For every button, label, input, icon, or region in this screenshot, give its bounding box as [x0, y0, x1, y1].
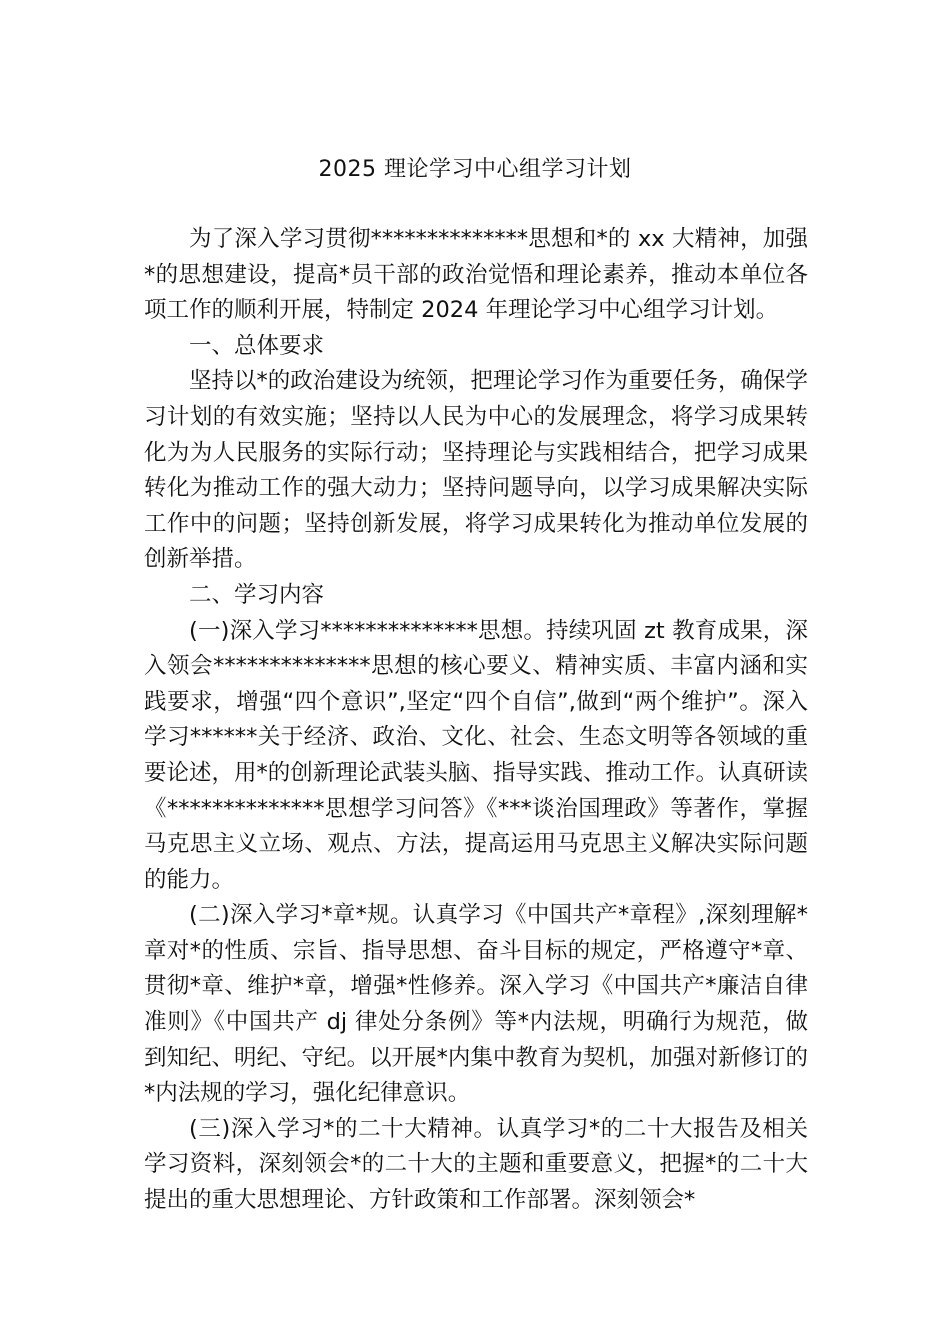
general-requirements-paragraph: 坚持以*的政治建设为统领，把理论学习作为重要任务，确保学习计划的有效实施；坚持以人民为中心的发展理念，将学习成果转化为为人民服务的实际行动；坚持理论与实践相结合，把学习成果转化为推动工作的强大动力；坚持问题导向，以学习成果解决实际工作中的问题；坚持创新发展，将学习成果转化为推动单位发展的创新举措。: [144, 368, 808, 573]
study-content-item-3: (三)深入学习*的二十大精神。认真学习*的二十大报告及相关学习资料，深刻领会*的二十大的主题和重要意义，把握*的二十大提出的重大思想理论、方针政策和工作部署。深刻领会*: [144, 1115, 808, 1214]
intro-paragraph: 为了深入学习贯彻**************思想和*的 xx 大精神，加强*的思想建设，提高*员干部的政治觉悟和理论素养，推动本单位各项工作的顺利开展，特制定 2024 年理论学习中心组学习计划。: [144, 226, 808, 324]
document-body: [144, 222, 808, 1219]
study-content-item-2: (二)深入学习*章*规。认真学习《中国共产*章程》,深刻理解*章对*的性质、宗旨、指导思想、奋斗目标的规定，严格遵守*章、贯彻*章、维护*章，增强*性修养。深入学习《中国共产*廉洁自律准则》《中国共产 dj 律处分条例》等*内法规，明确行为规范，做到知纪、明纪、守纪。以开展*内集中教育为契机，加强对新修订的*内法规的学习，强化纪律意识。: [144, 902, 808, 1107]
section-heading-general-requirements: 一、总体要求: [189, 332, 325, 359]
document-title: 2025 理论学习中心组学习计划: [318, 157, 632, 182]
section-heading-study-content: 二、学习内容: [189, 581, 325, 608]
study-content-item-1: (一)深入学习**************思想。持续巩固 zt 教育成果，深入领会**************思想的核心要义、精神实质、丰富内涵和实践要求，增强“四个意识”,坚定“四个自信”,做到“两个维护”。深入学习******关于经济、政治、文化、社会、生态文明等各领域的重要论述，用*的创新理论武装头脑、指导实践、推动工作。认真研读《**************思想学习问答》《***谈治国理政》等著作，掌握马克思主义立场、观点、方法，提高运用马克思主义解决实际问题的能力。: [144, 617, 808, 893]
